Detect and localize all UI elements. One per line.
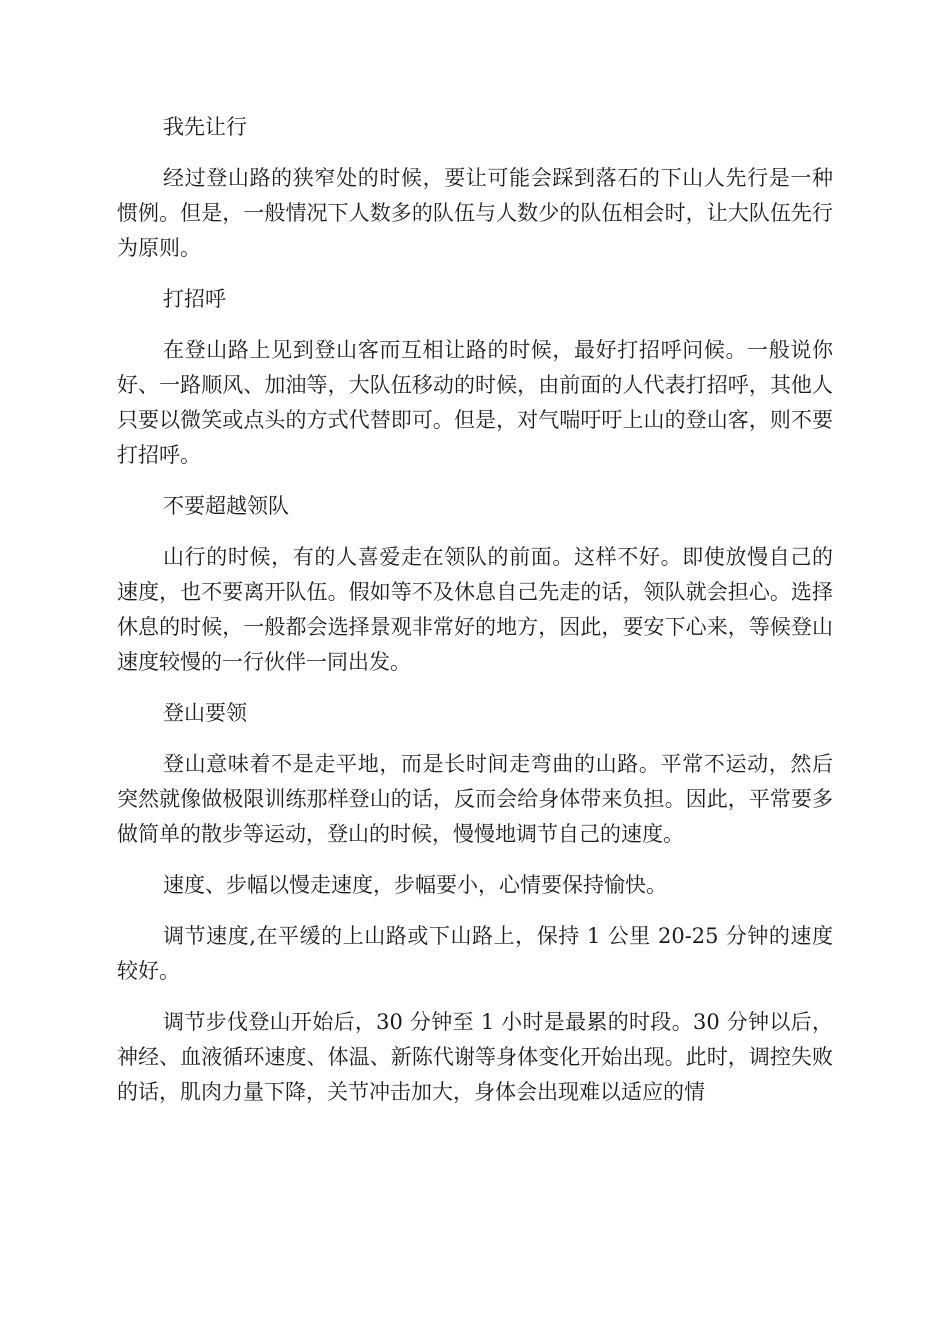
paragraph-leader: 山行的时候，有的人喜爱走在领队的前面。这样不好。即使放慢自己的速度，也不要离开队伍。假如等不及休息自己先走的话，领队就会担心。选择休息的时候，一般都会选择景观非常好的地方，因此，要安下心来，等候登山速度较慢的一行伙伴一同出发。 — [117, 545, 833, 674]
section-heading-leader: 不要超越领队 — [163, 494, 289, 518]
section-heading-essentials: 登山要领 — [163, 701, 247, 725]
section-heading-greeting: 打招呼 — [163, 287, 226, 311]
paragraph-yield: 经过登山路的狭窄处的时候，要让可能会踩到落石的下山人先行是一种惯例。但是，一般情况下人数多的队伍与人数少的队伍相会时，让大队伍先行为原则。 — [117, 166, 833, 260]
paragraph-adjust-pace: 调节步伐登山开始后，30 分钟至 1 小时是最累的时段。30 分钟以后，神经、血液循环速度、体温、新陈代谢等身体变化开始出现。此时，调控失败的话，肌肉力量下降，关节冲击加大，身体会出现难以适应的情 — [117, 1010, 833, 1104]
document-body — [117, 110, 833, 1126]
paragraph-greeting: 在登山路上见到登山客而互相让路的时候，最好打招呼问候。一般说你好、一路顺风、加油等，大队伍移动的时候，由前面的人代表打招呼，其他人只要以微笑或点头的方式代替即可。但是，对气喘吁吁上山的登山客，则不要打招呼。 — [117, 338, 833, 467]
paragraph-speed-stride: 速度、步幅以慢走速度，步幅要小，心情要保持愉快。 — [163, 873, 667, 897]
paragraph-adjust-speed: 调节速度,在平缓的上山路或下山路上，保持 1 公里 20-25 分钟的速度较好。 — [117, 924, 833, 983]
paragraph-essentials: 登山意味着不是走平地，而是长时间走弯曲的山路。平常不运动，然后突然就像做极限训练那样登山的话，反而会给身体带来负担。因此，平常要多做简单的散步等运动，登山的时候，慢慢地调节自己的速度。 — [117, 752, 833, 846]
section-heading-yield: 我先让行 — [163, 115, 247, 139]
